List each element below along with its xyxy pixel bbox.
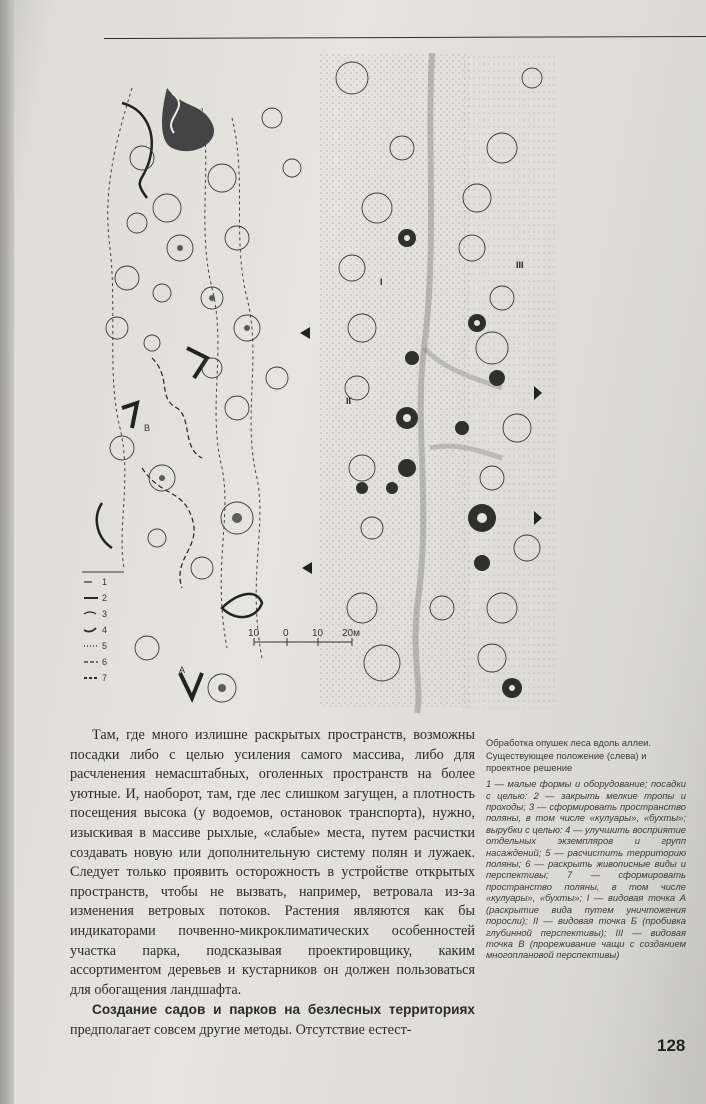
viewpoint-a-label: A bbox=[179, 665, 186, 675]
legend-number-2: 2 bbox=[102, 593, 108, 603]
existing-situation-plan bbox=[82, 88, 301, 702]
legend-number-1: 1 bbox=[102, 577, 108, 587]
header-rule bbox=[104, 36, 706, 39]
viewpoint-i-label: I bbox=[380, 277, 383, 287]
legend-number-6: 6 bbox=[102, 657, 108, 667]
main-body-text bbox=[70, 726, 475, 1041]
caption-legend: 1 — малые формы и оборудование; посадки с целью: 2 — закрыть мелкие тропы и проходы; 3 — сформировать пространство поляны, в том числе «кулуары», «бухты»; вырубки с целью: 4 — улучшить восприятие отдельных экземпляров и групп насаждений; 5 — расчистить территорию поляны; 6 — раскрыть живописные виды и перспективы; 7 — сформировать пространство поляны, в том числе «кулуары», «бухты»; I — видовая точка А (раскрытие вида путем уничтожения поросли); II — видовая точка Б (пробивка глубинной перспективы); III — видовая точка В (прореживание чащи с созданием многоплановой перспективы) bbox=[486, 778, 687, 961]
scale-label-0: 0 bbox=[283, 628, 289, 639]
caption-title: Обработка опушек леса вдоль аллеи. bbox=[486, 737, 652, 748]
scale-label-10-left: 10 bbox=[248, 628, 260, 639]
figure-caption bbox=[486, 737, 686, 961]
binding-shadow bbox=[0, 0, 14, 1104]
project-solution-plan bbox=[300, 53, 557, 713]
legend-number-7: 7 bbox=[102, 673, 108, 683]
body-paragraph-2 bbox=[70, 1000, 475, 1040]
scale-label-10: 10 bbox=[312, 628, 324, 639]
viewpoint-iii-label: III bbox=[516, 260, 524, 270]
legend-number-4: 4 bbox=[102, 625, 108, 635]
park-edge-plan-illustration bbox=[62, 48, 562, 716]
legend-number-3: 3 bbox=[102, 609, 108, 619]
page-number: 128 bbox=[657, 1036, 686, 1055]
body-paragraph-1: Там, где много излишне раскрытых пространств, возможны посадки либо с целью усиления самого массива, либо для расчленения немасштабных, оголенных пространств на более уютные. И, наоборот, там, где лес слишком загущен, а плотность посещения высока (у водоемов, остановок транспорта), нужно, изыскивая в массиве рыхлые, «слабые» места, путем расчистки создавать новую или дополнительную систему полян и лужаек. Следует только проявить осторожность в устройстве открытых пространств, чтобы не вызвать, например, ветровала из-за изменения ветровых потоков. Растения являются как бы индикаторами почвенно-микроклиматических особенностей участка парка, подсказывая проектировщику, каким ассортиментом деревьев и кустарников он должен пользоваться для обогащения ландшафта. bbox=[70, 727, 475, 998]
caption-subtitle: Существующее положение (слева) и проектное решение bbox=[486, 750, 647, 773]
scale-label-20m: 20м bbox=[342, 628, 360, 639]
viewpoint-ii-label: II bbox=[346, 396, 352, 406]
viewpoint-b-label: B bbox=[144, 423, 151, 433]
section-heading: Создание садов и парков на безлесных территориях bbox=[92, 1002, 475, 1018]
body-paragraph-2-text: предполагает совсем другие методы. Отсутствие естест- bbox=[70, 1021, 412, 1038]
legend-number-5: 5 bbox=[102, 641, 108, 651]
